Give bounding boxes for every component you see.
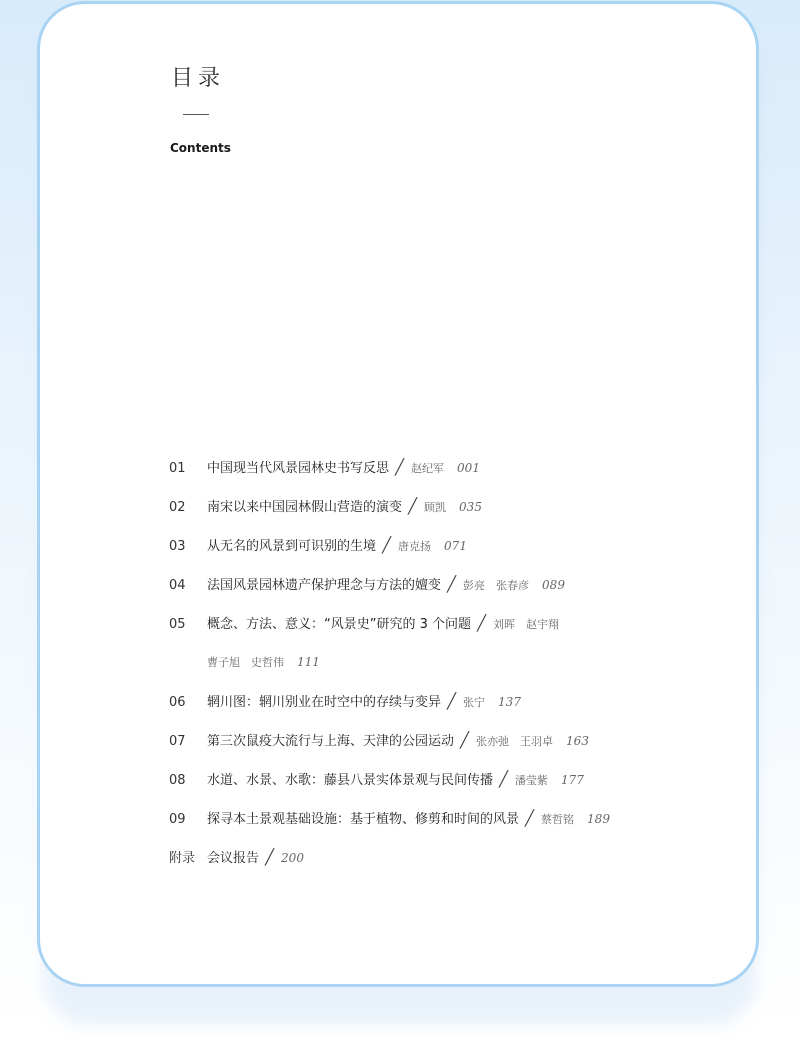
toc-number: 01 <box>169 461 186 476</box>
toc-authors: 顾凯 <box>424 501 447 514</box>
toc-authors: 曹子旭 史哲伟 <box>207 656 284 669</box>
toc-title: 第三次鼠疫大流行与上海、天津的公园运动 <box>207 734 455 749</box>
separator-slash: ╱ <box>447 575 457 593</box>
separator-slash: ╱ <box>477 614 487 632</box>
separator-slash: ╱ <box>499 770 509 788</box>
toc-number: 附录 <box>169 851 196 866</box>
toc-entry-05-continued[interactable] <box>169 651 729 690</box>
toc-authors: 唐克扬 <box>398 540 432 553</box>
toc-page-number: 189 <box>587 812 610 826</box>
toc-entry-05[interactable] <box>169 612 729 651</box>
toc-title: 法国风景园林遗产保护理念与方法的嬗变 <box>207 578 442 593</box>
toc-page-number: 089 <box>542 578 565 592</box>
toc-authors: 彭亮 张春彦 <box>463 579 530 592</box>
toc-page-number: 200 <box>281 851 304 865</box>
toc-page-number: 071 <box>444 539 467 553</box>
toc-page-number: 137 <box>498 695 521 709</box>
toc-title: 中国现当代风景园林史书写反思 <box>207 461 390 476</box>
separator-slash: ╱ <box>525 809 535 827</box>
separator-slash: ╱ <box>265 848 275 866</box>
separator-slash: ╱ <box>408 497 418 515</box>
toc-entry-09[interactable] <box>169 807 729 846</box>
toc-entry-08[interactable] <box>169 768 729 807</box>
toc-page-number: 001 <box>457 461 480 475</box>
toc-number: 07 <box>169 734 186 749</box>
page-title: 目录 <box>171 66 226 91</box>
toc-entry-03[interactable] <box>169 534 729 573</box>
toc-title: 南宋以来中国园林假山营造的演变 <box>207 500 403 515</box>
toc-title: 会议报告 <box>207 851 260 866</box>
toc-entry-appendix[interactable] <box>169 846 729 885</box>
toc-page-number: 035 <box>459 500 482 514</box>
toc-number: 03 <box>169 539 186 554</box>
toc-authors: 潘莹紫 <box>515 774 549 787</box>
separator-slash: ╱ <box>395 458 405 476</box>
table-of-contents <box>169 456 729 885</box>
toc-number: 02 <box>169 500 186 515</box>
toc-entry-06[interactable] <box>169 690 729 729</box>
toc-authors: 蔡哲铭 <box>541 813 575 826</box>
toc-page-number: 163 <box>566 734 589 748</box>
toc-number: 05 <box>169 617 186 632</box>
toc-entry-07[interactable] <box>169 729 729 768</box>
toc-title: 探寻本土景观基础设施：基于植物、修剪和时间的风景 <box>207 812 520 827</box>
toc-authors: 张宁 <box>463 696 486 709</box>
toc-title: 概念、方法、意义：“风景史”研究的 3 个问题 <box>207 617 472 632</box>
toc-entry-01[interactable] <box>169 456 729 495</box>
toc-authors: 赵纪军 <box>411 462 445 475</box>
toc-title: 从无名的风景到可识别的生境 <box>207 539 377 554</box>
toc-entry-04[interactable] <box>169 573 729 612</box>
toc-authors: 刘晖 赵宇翔 <box>493 618 560 631</box>
toc-title: 辋川图：辋川别业在时空中的存续与变异 <box>207 695 442 710</box>
toc-number: 06 <box>169 695 186 710</box>
separator-slash: ╱ <box>460 731 470 749</box>
toc-number: 08 <box>169 773 186 788</box>
separator-slash: ╱ <box>447 692 457 710</box>
toc-page-number: 177 <box>561 773 584 787</box>
separator-slash: ╱ <box>382 536 392 554</box>
page-subtitle: Contents <box>170 141 231 155</box>
toc-number: 09 <box>169 812 186 827</box>
title-divider <box>183 114 209 115</box>
toc-entry-02[interactable] <box>169 495 729 534</box>
toc-number: 04 <box>169 578 186 593</box>
toc-title: 水道、水景、水歌：藤县八景实体景观与民间传播 <box>207 773 494 788</box>
toc-page-number: 111 <box>297 655 320 669</box>
toc-authors: 张亦弛 王羽卓 <box>476 735 554 748</box>
